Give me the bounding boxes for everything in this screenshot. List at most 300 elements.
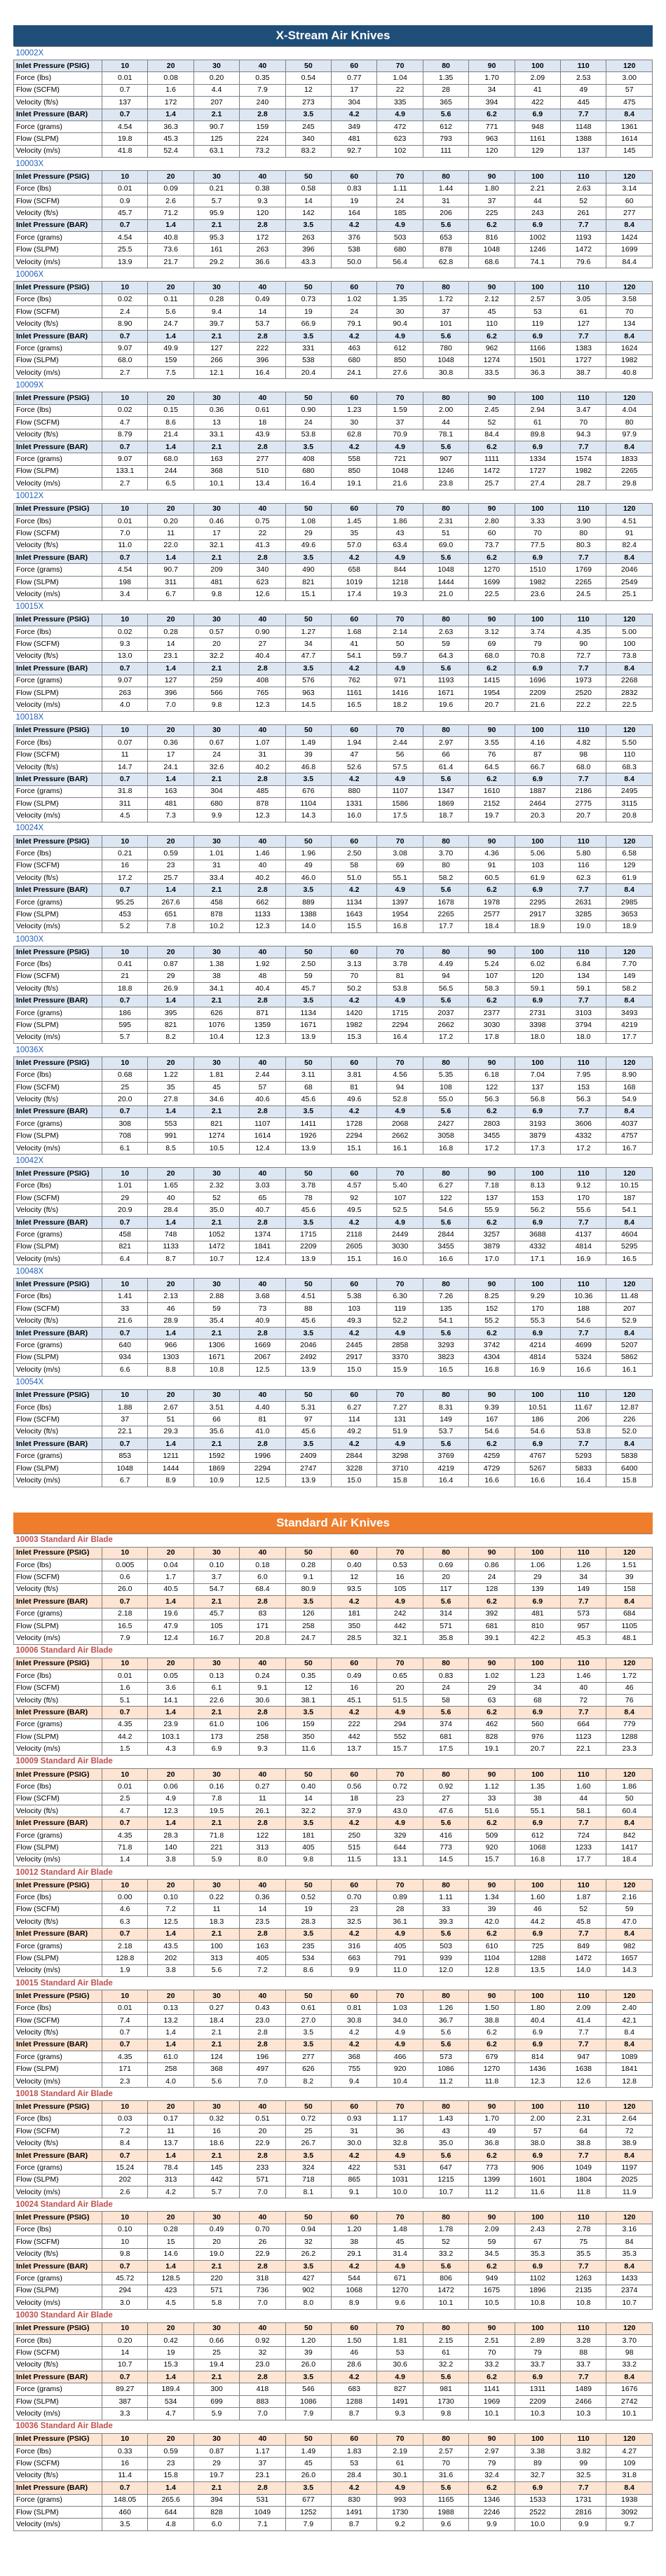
- table-cell: 1.96: [285, 848, 331, 860]
- table-cell: 6.0: [240, 1571, 285, 1583]
- table-cell: 64.5: [469, 761, 515, 773]
- table-cell: 0.20: [148, 515, 193, 527]
- row-label: Velocity (m/s): [14, 1253, 102, 1265]
- table-cell: 1841: [240, 1241, 285, 1253]
- row-label: Flow (SCFM): [14, 1081, 102, 1093]
- row-label: Force (lbs): [14, 1559, 102, 1571]
- table-cell: 1.70: [469, 2113, 515, 2125]
- table-cell: 6.2: [469, 1106, 515, 1117]
- table-cell: 1491: [332, 2506, 377, 2518]
- table-cell: 4.9: [377, 1596, 423, 1608]
- table-cell: 4.7: [102, 1805, 148, 1817]
- row-label: Velocity (m/s): [14, 478, 102, 490]
- table-cell: 5324: [561, 1351, 606, 1363]
- table-cell: 110: [469, 318, 515, 330]
- table-cell: 4.9: [377, 330, 423, 342]
- table-cell: 1052: [193, 1229, 239, 1241]
- table-row: [14, 2458, 653, 2470]
- table-cell: 186: [515, 1414, 560, 1426]
- row-label: Velocity (ft/s): [14, 97, 102, 109]
- table-cell: 0.27: [240, 1781, 285, 1793]
- table-cell: 16.1: [606, 1364, 653, 1376]
- table-cell: 1374: [240, 1229, 285, 1241]
- table-cell: 408: [240, 675, 285, 687]
- table-cell: 70: [377, 835, 423, 847]
- table-row: [14, 145, 653, 157]
- table-cell: 70: [377, 503, 423, 515]
- table-cell: 2832: [606, 687, 653, 698]
- table-cell: 13.9: [285, 1364, 331, 1376]
- table-cell: 40: [240, 946, 285, 958]
- table-cell: 6.2: [469, 1817, 515, 1829]
- row-label: Force (grams): [14, 1007, 102, 1019]
- table-cell: 762: [332, 675, 377, 687]
- table-cell: 7.7: [561, 995, 606, 1007]
- table-cell: 515: [332, 1842, 377, 1854]
- table-cell: 947: [561, 2051, 606, 2063]
- table-cell: 0.7: [102, 552, 148, 564]
- table-cell: 2.4: [102, 306, 148, 318]
- table-cell: 906: [515, 2162, 560, 2174]
- table-cell: 120: [515, 970, 560, 982]
- table-cell: 1048: [102, 1462, 148, 1474]
- table-cell: 80: [423, 1389, 468, 1401]
- table-cell: 110: [561, 1279, 606, 1290]
- table-cell: 50.0: [332, 256, 377, 268]
- table-cell: 793: [423, 133, 468, 145]
- table-cell: 1.27: [285, 626, 331, 638]
- table-cell: 40: [240, 171, 285, 183]
- table-cell: 1.4: [148, 109, 193, 120]
- table-cell: 10: [102, 2433, 148, 2445]
- table-cell: 2246: [469, 2506, 515, 2518]
- table-cell: 1472: [561, 1952, 606, 1964]
- table-cell: 90: [469, 1057, 515, 1069]
- table-cell: 31.4: [377, 2248, 423, 2260]
- model-name: 10009 Standard Air Blade: [14, 1755, 653, 1768]
- table-cell: 188: [561, 1303, 606, 1315]
- table-cell: 20.4: [285, 366, 331, 378]
- table-cell: 8.4: [606, 1216, 653, 1228]
- table-cell: 133.1: [102, 465, 148, 477]
- table-cell: 6.2: [469, 2039, 515, 2051]
- table-cell: 4304: [469, 1351, 515, 1363]
- table-cell: 54.1: [332, 650, 377, 662]
- table-cell: 1.4: [148, 1327, 193, 1339]
- table-cell: 88: [285, 1303, 331, 1315]
- table-cell: 699: [193, 2395, 239, 2407]
- table-cell: 80: [423, 503, 468, 515]
- table-row: [14, 2285, 653, 2296]
- table-cell: 6.6: [102, 1364, 148, 1376]
- table-cell: 72: [606, 2126, 653, 2137]
- table-cell: 90: [469, 1990, 515, 2002]
- table-cell: 6.9: [515, 552, 560, 564]
- table-cell: 2.1: [193, 2482, 239, 2494]
- table-cell: 90: [469, 1168, 515, 1180]
- table-cell: 37: [377, 417, 423, 429]
- table-cell: 3.5: [102, 2519, 148, 2530]
- table-cell: 0.28: [193, 294, 239, 305]
- table-cell: 7.7: [561, 1106, 606, 1117]
- table-cell: 37.9: [332, 1805, 377, 1817]
- table-row: [14, 1731, 653, 1743]
- table-cell: 8.5: [148, 1142, 193, 1154]
- table-cell: 4259: [469, 1450, 515, 1462]
- table-cell: 3092: [606, 2506, 653, 2518]
- table-cell: 2.97: [469, 2446, 515, 2458]
- table-cell: 140: [148, 1842, 193, 1854]
- table-cell: 32.7: [515, 2470, 560, 2481]
- table-cell: 16.1: [377, 1142, 423, 1154]
- table-cell: 10.36: [561, 1290, 606, 1302]
- table-cell: 1193: [561, 232, 606, 244]
- row-label: Inlet Pressure (BAR): [14, 995, 102, 1007]
- table-row: [14, 282, 653, 294]
- table-cell: 920: [469, 1842, 515, 1854]
- model-name: 10024 Standard Air Blade: [14, 2198, 653, 2212]
- table-cell: 9.8: [193, 699, 239, 711]
- table-cell: 14.6: [148, 2248, 193, 2260]
- table-row: [14, 552, 653, 564]
- table-cell: 374: [423, 1719, 468, 1730]
- table-cell: 34.0: [377, 2014, 423, 2026]
- table-cell: 571: [423, 1620, 468, 1632]
- table-cell: 3103: [561, 1007, 606, 1019]
- table-cell: 39: [285, 749, 331, 761]
- table-cell: 0.01: [102, 72, 148, 84]
- table-cell: 61: [423, 2347, 468, 2359]
- table-cell: 18.9: [606, 921, 653, 932]
- table-cell: 149: [561, 1583, 606, 1595]
- row-label: Flow (SCFM): [14, 970, 102, 982]
- table-cell: 2.45: [469, 404, 515, 416]
- table-cell: 36.8: [469, 2137, 515, 2149]
- table-cell: 4.04: [606, 404, 653, 416]
- table-cell: 11.67: [561, 1401, 606, 1413]
- table-cell: 442: [193, 2174, 239, 2186]
- table-cell: 50: [285, 503, 331, 515]
- table-cell: 152: [469, 1303, 515, 1315]
- table-cell: 168: [606, 1081, 653, 1093]
- table-cell: 4137: [561, 1229, 606, 1241]
- table-cell: 1.26: [423, 2002, 468, 2014]
- table-cell: 0.46: [193, 515, 239, 527]
- table-cell: 2.44: [377, 737, 423, 749]
- table-cell: 33.5: [469, 366, 515, 378]
- table-cell: 30: [193, 2101, 239, 2113]
- table-cell: 3.5: [285, 663, 331, 675]
- table-cell: 4.2: [332, 2039, 377, 2051]
- table-cell: 2.8: [240, 1928, 285, 1940]
- table-cell: 26.7: [285, 2137, 331, 2149]
- table-cell: 1148: [561, 120, 606, 132]
- table-cell: 1002: [515, 232, 560, 244]
- table-cell: 4.8: [148, 2519, 193, 2530]
- table-cell: 1.44: [423, 183, 468, 195]
- row-label: Flow (SLPM): [14, 1731, 102, 1743]
- table-cell: 27: [240, 638, 285, 650]
- table-cell: 66.7: [515, 761, 560, 773]
- table-cell: 827: [377, 2383, 423, 2395]
- table-cell: 60: [332, 835, 377, 847]
- table-cell: 110: [561, 835, 606, 847]
- table-cell: 129: [515, 145, 560, 157]
- table-cell: 6.2: [469, 995, 515, 1007]
- row-label: Flow (SCFM): [14, 1793, 102, 1805]
- table-cell: 6.9: [515, 2149, 560, 2161]
- table-cell: 30: [193, 171, 239, 183]
- row-label: Flow (SCFM): [14, 528, 102, 539]
- table-cell: 2731: [515, 1007, 560, 1019]
- table-cell: 313: [240, 1842, 285, 1854]
- table-cell: 73.2: [240, 145, 285, 157]
- table-cell: 100: [515, 2433, 560, 2445]
- table-cell: 242: [377, 1608, 423, 1620]
- table-cell: 145: [193, 2162, 239, 2174]
- table-cell: 640: [102, 1339, 148, 1351]
- spec-table: [13, 46, 653, 1487]
- table-cell: 4.2: [332, 2482, 377, 2494]
- table-cell: 4.9: [148, 1793, 193, 1805]
- table-cell: 1.87: [561, 1892, 606, 1903]
- table-cell: 20: [148, 1389, 193, 1401]
- table-cell: 2.19: [377, 2446, 423, 2458]
- table-cell: 8.4: [606, 2260, 653, 2272]
- table-cell: 51: [423, 528, 468, 539]
- table-row: [14, 761, 653, 773]
- table-cell: 11.8: [561, 2186, 606, 2198]
- table-cell: 71.8: [102, 1842, 148, 1854]
- table-cell: 3257: [469, 1229, 515, 1241]
- table-cell: 38.1: [285, 1694, 331, 1706]
- table-cell: 17: [193, 528, 239, 539]
- table-row: [14, 564, 653, 576]
- table-cell: 60: [332, 946, 377, 958]
- table-cell: 316: [332, 1940, 377, 1952]
- table-cell: 40: [240, 835, 285, 847]
- table-cell: 36.1: [377, 1916, 423, 1928]
- table-cell: 7.7: [561, 441, 606, 453]
- table-row: [14, 663, 653, 675]
- table-cell: 11: [148, 2126, 193, 2137]
- table-cell: 736: [240, 2285, 285, 2296]
- table-row: [14, 687, 653, 698]
- table-cell: 181: [285, 1829, 331, 1841]
- row-label: Inlet Pressure (BAR): [14, 2149, 102, 2161]
- table-cell: 38.0: [515, 2137, 560, 2149]
- table-cell: 1.6: [102, 1682, 148, 1694]
- table-cell: 2.8: [240, 1106, 285, 1117]
- table-cell: 40: [240, 1057, 285, 1069]
- table-cell: 30: [332, 417, 377, 429]
- table-cell: 30.6: [240, 1694, 285, 1706]
- table-cell: 993: [377, 2494, 423, 2506]
- table-cell: 100: [515, 171, 560, 183]
- table-cell: 25.1: [606, 588, 653, 600]
- table-cell: 481: [148, 798, 193, 810]
- table-cell: 4.35: [102, 1719, 148, 1730]
- table-cell: 44.2: [102, 1731, 148, 1743]
- section-gap: [0, 1487, 666, 1513]
- table-cell: 52: [469, 417, 515, 429]
- table-cell: 100: [515, 1990, 560, 2002]
- table-row: [14, 2506, 653, 2518]
- table-cell: 243: [515, 207, 560, 219]
- table-cell: 0.17: [148, 2113, 193, 2125]
- table-cell: 11.0: [102, 539, 148, 551]
- table-cell: 58.3: [469, 983, 515, 995]
- table-cell: 1.86: [606, 1781, 653, 1793]
- table-cell: 0.01: [102, 183, 148, 195]
- table-row: [14, 515, 653, 527]
- table-cell: 4757: [606, 1130, 653, 1142]
- table-cell: 89.8: [515, 429, 560, 441]
- table-cell: 324: [285, 2162, 331, 2174]
- table-cell: 3.5: [285, 1928, 331, 1940]
- table-cell: 1676: [606, 2383, 653, 2395]
- table-cell: 120: [606, 2433, 653, 2445]
- table-row: [14, 1768, 653, 1780]
- table-row: [14, 1547, 653, 1559]
- table-cell: 16: [102, 860, 148, 872]
- table-cell: 663: [332, 1952, 377, 1964]
- table-cell: 25.7: [469, 478, 515, 490]
- table-cell: 27.6: [377, 366, 423, 378]
- table-cell: 5.6: [423, 773, 468, 785]
- table-cell: 42.1: [606, 2014, 653, 2026]
- table-cell: 0.36: [193, 404, 239, 416]
- table-cell: 5293: [561, 1450, 606, 1462]
- table-cell: 60: [332, 724, 377, 736]
- table-cell: 66.9: [285, 318, 331, 330]
- table-cell: 39.1: [469, 1632, 515, 1644]
- table-cell: 80: [423, 860, 468, 872]
- row-label: Force (grams): [14, 1719, 102, 1730]
- table-row: [14, 1880, 653, 1892]
- table-cell: 24: [423, 1682, 468, 1694]
- table-cell: 8.4: [606, 663, 653, 675]
- table-cell: 30: [193, 946, 239, 958]
- table-cell: 13.4: [240, 478, 285, 490]
- table-row: [14, 2075, 653, 2087]
- table-cell: 2917: [515, 909, 560, 921]
- table-cell: 3.5: [285, 330, 331, 342]
- table-cell: 1.01: [102, 1180, 148, 1192]
- table-cell: 0.86: [469, 1559, 515, 1571]
- table-cell: 821: [193, 1118, 239, 1130]
- table-cell: 902: [285, 2285, 331, 2296]
- table-cell: 14: [240, 1903, 285, 1915]
- table-cell: 17.8: [469, 1031, 515, 1043]
- table-cell: 38.8: [469, 2014, 515, 2026]
- row-label: Force (lbs): [14, 72, 102, 84]
- table-cell: 1954: [377, 909, 423, 921]
- table-row: [14, 2383, 653, 2395]
- table-cell: 74.1: [515, 256, 560, 268]
- table-cell: 90: [469, 614, 515, 626]
- table-cell: 2.78: [561, 2224, 606, 2236]
- table-cell: 6.9: [515, 995, 560, 1007]
- table-cell: 571: [240, 2174, 285, 2186]
- table-cell: 538: [332, 244, 377, 256]
- table-cell: 100: [515, 1057, 560, 1069]
- table-cell: 2.8: [240, 1596, 285, 1608]
- table-cell: 22.2: [561, 699, 606, 711]
- table-cell: 158: [606, 1583, 653, 1595]
- table-cell: 6.2: [469, 884, 515, 896]
- table-cell: 1270: [469, 2063, 515, 2075]
- table-cell: 3.14: [606, 183, 653, 195]
- table-cell: 10.3: [515, 2408, 560, 2420]
- table-cell: 61.0: [148, 2051, 193, 2063]
- table-cell: 2.8: [240, 773, 285, 785]
- table-cell: 2.97: [423, 737, 468, 749]
- table-cell: 10.8: [193, 1364, 239, 1376]
- table-cell: 17.2: [423, 1031, 468, 1043]
- table-cell: 91: [469, 860, 515, 872]
- table-cell: 49.5: [332, 1204, 377, 1216]
- table-cell: 100: [515, 2101, 560, 2113]
- table-cell: 2.1: [193, 884, 239, 896]
- table-cell: 18.0: [561, 1031, 606, 1043]
- table-cell: 45.72: [102, 2273, 148, 2285]
- table-cell: 671: [377, 2273, 423, 2285]
- model-row: [14, 1644, 653, 1658]
- table-cell: 5.06: [515, 848, 560, 860]
- table-cell: 0.66: [193, 2334, 239, 2346]
- table-row: [14, 429, 653, 441]
- table-cell: 0.52: [285, 1892, 331, 1903]
- table-cell: 33.2: [469, 2359, 515, 2371]
- table-cell: 41.3: [240, 539, 285, 551]
- table-cell: 50: [285, 1057, 331, 1069]
- row-label: Velocity (m/s): [14, 2297, 102, 2309]
- table-row: [14, 1682, 653, 1694]
- table-cell: 844: [377, 564, 423, 576]
- table-cell: 258: [285, 1620, 331, 1632]
- table-cell: 8.4: [606, 2039, 653, 2051]
- table-cell: 676: [285, 785, 331, 797]
- table-cell: 185: [377, 207, 423, 219]
- table-cell: 1.50: [469, 2002, 515, 2014]
- table-cell: 5.6: [423, 1596, 468, 1608]
- table-cell: 68: [285, 1081, 331, 1093]
- table-cell: 19.1: [332, 478, 377, 490]
- table-cell: 0.51: [240, 2113, 285, 2125]
- table-cell: 189.4: [148, 2383, 193, 2395]
- table-cell: 4814: [515, 1351, 560, 1363]
- table-cell: 2.53: [561, 72, 606, 84]
- table-cell: 59.1: [561, 983, 606, 995]
- table-cell: 830: [332, 2494, 377, 2506]
- table-cell: 6.2: [469, 2027, 515, 2039]
- table-cell: 25: [193, 2347, 239, 2359]
- table-cell: 54.1: [606, 1204, 653, 1216]
- row-label: Force (lbs): [14, 1401, 102, 1413]
- table-cell: 29: [469, 1682, 515, 1694]
- table-cell: 2.1: [193, 1596, 239, 1608]
- table-cell: 0.7: [102, 1928, 148, 1940]
- table-cell: 38.7: [561, 366, 606, 378]
- table-cell: 9.3: [240, 195, 285, 207]
- table-row: [14, 392, 653, 404]
- table-cell: 6.58: [606, 848, 653, 860]
- table-cell: 22.6: [193, 1694, 239, 1706]
- table-cell: 80: [423, 1057, 468, 1069]
- table-row: [14, 588, 653, 600]
- table-cell: 18.4: [469, 921, 515, 932]
